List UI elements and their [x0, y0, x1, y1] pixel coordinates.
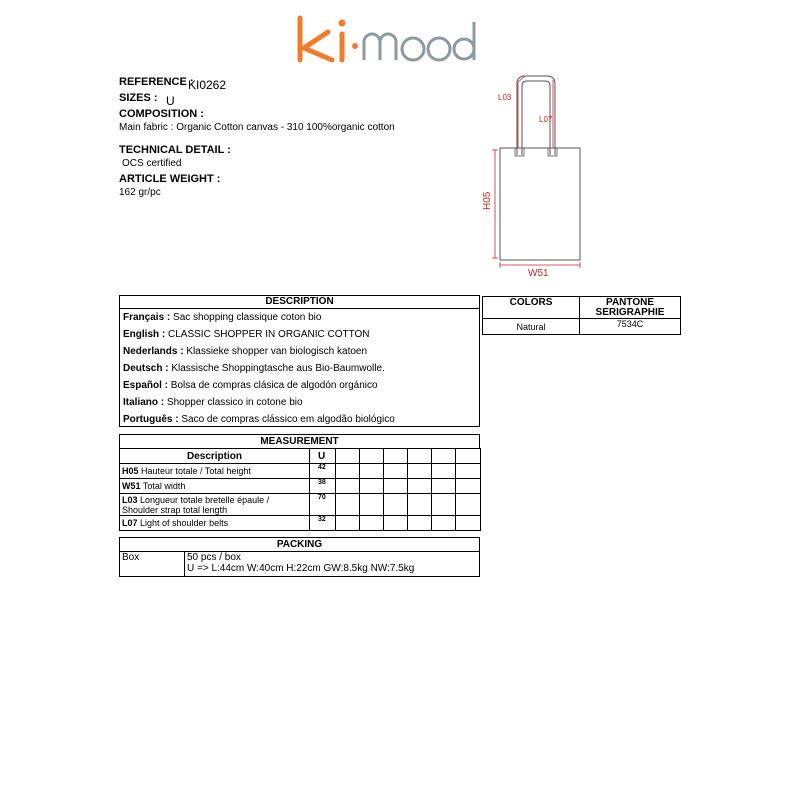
- packing-type: Box: [120, 552, 185, 577]
- colors-header: COLORS: [483, 297, 580, 319]
- composition-value: Main fabric : Organic Cotton canvas - 310 100%organic cotton: [119, 122, 395, 133]
- table-row: H05 Hauteur totale / Total height 42: [120, 464, 481, 479]
- measurement-desc-header: Description: [120, 449, 310, 464]
- packing-title: PACKING: [119, 537, 480, 551]
- description-row-en: English : CLASSIC SHOPPER IN ORGANIC COTTON: [123, 329, 370, 340]
- pantone-value: 7534C: [580, 319, 681, 335]
- pantone-header: PANTONE SERIGRAPHIE: [580, 297, 681, 319]
- description-row-it: Italiano : Shopper classico in cotone bio: [123, 397, 303, 408]
- technical-detail-value: OCS certified: [122, 158, 182, 169]
- colors-table: [482, 296, 681, 335]
- h05-label: H05: [482, 191, 493, 210]
- measurement-table: [119, 448, 481, 531]
- article-weight-value: 162 gr/pc: [119, 187, 161, 198]
- measurement-title: MEASUREMENT: [119, 434, 480, 448]
- composition-label: COMPOSITION :: [119, 108, 204, 120]
- kimood-logo: [292, 8, 482, 68]
- packing-table: [119, 551, 480, 577]
- description-row-de: Deutsch : Klassische Shoppingtasche aus Bio-Baumwolle.: [123, 363, 385, 374]
- color-natural: Natural: [483, 319, 580, 335]
- sizes-label: SIZES :: [119, 92, 158, 104]
- description-row-fr: Français : Sac shopping classique coton bio: [123, 312, 322, 323]
- l07-label: L07: [539, 115, 553, 124]
- bag-technical-drawing: [480, 70, 600, 280]
- l03-label: L03: [498, 93, 512, 102]
- sizes-value: U: [166, 94, 175, 108]
- table-row: L03 Longueur totale bretelle épaule / Shoulder strap total length 70: [120, 494, 481, 516]
- measurement-size-header: U: [310, 449, 336, 464]
- reference-value: KI0262: [188, 78, 227, 92]
- technical-detail-label: TECHNICAL DETAIL :: [119, 144, 231, 156]
- description-table: [119, 295, 480, 427]
- w51-label: W51: [528, 268, 549, 279]
- description-row-pt: Português : Saco de compras clássico em algodão biológico: [123, 414, 395, 425]
- description-title: DESCRIPTION: [120, 296, 479, 309]
- table-row: W51 Total width 38: [120, 479, 481, 494]
- description-row-es: Español : Bolsa de compras clásica de algodón orgánico: [123, 380, 378, 391]
- article-weight-label: ARTICLE WEIGHT :: [119, 173, 221, 185]
- description-row-nl: Nederlands : Klassieke shopper van biologisch katoen: [123, 346, 368, 357]
- table-row: L07 Light of shoulder belts 32: [120, 516, 481, 531]
- packing-details: 50 pcs / box U => L:44cm W:40cm H:22cm GW:8.5kg NW:7.5kg: [185, 552, 480, 577]
- reference-label: REFERENCE :: [119, 76, 194, 88]
